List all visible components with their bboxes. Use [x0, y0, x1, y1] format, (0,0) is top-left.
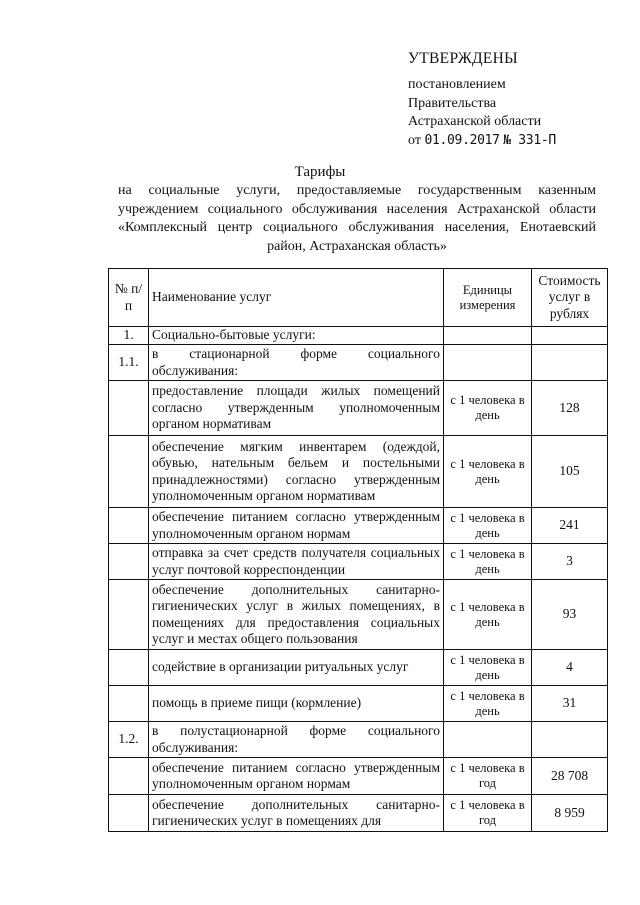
row-name: обеспечение питанием согласно утвержденным уполномоченным органом нормам — [149, 508, 444, 544]
row-price — [532, 722, 608, 758]
row-num: 1.1. — [109, 345, 149, 381]
row-num — [109, 580, 149, 650]
table-row — [109, 345, 608, 381]
row-name: обеспечение мягким инвентарем (одеждой, обувью, нательным бельем и постельными принадлежностями) согласно утвержденным уполномоченным органом нормативам — [149, 436, 444, 508]
row-unit: с 1 человека в день — [444, 686, 532, 722]
approval-line-3: Астраханской области — [408, 114, 542, 129]
row-price: 105 — [532, 436, 608, 508]
approval-number: № 331-П — [503, 132, 556, 148]
table-row — [109, 795, 608, 832]
approval-block — [408, 76, 556, 150]
table-row — [109, 381, 608, 436]
table-row — [109, 758, 608, 795]
row-price: 128 — [532, 381, 608, 436]
row-price: 93 — [532, 580, 608, 650]
row-unit: с 1 человека в день — [444, 381, 532, 436]
row-price: 28 708 — [532, 758, 608, 795]
row-unit: с 1 человека в год — [444, 795, 532, 832]
table-row — [109, 544, 608, 580]
row-num — [109, 795, 149, 832]
row-name: содействие в организации ритуальных услуг — [149, 650, 444, 686]
row-price — [532, 327, 608, 345]
row-num — [109, 650, 149, 686]
row-unit: с 1 человека в день — [444, 436, 532, 508]
header-num: № п/п — [109, 269, 149, 327]
row-price: 31 — [532, 686, 608, 722]
table-row — [109, 686, 608, 722]
row-num — [109, 686, 149, 722]
row-num — [109, 436, 149, 508]
approval-heading: УТВЕРЖДЕНЫ — [408, 50, 518, 67]
row-num — [109, 508, 149, 544]
table-row — [109, 508, 608, 544]
row-num — [109, 381, 149, 436]
header-name: Наименование услуг — [149, 269, 444, 327]
row-name: обеспечение дополнительных санитарно-гигиенических услуг в жилых помещениях, в помещениях для предоставления социальных услуг и местах общего пользования — [149, 580, 444, 650]
tariff-table — [108, 268, 608, 832]
row-price: 4 — [532, 650, 608, 686]
row-price: 3 — [532, 544, 608, 580]
date-prefix: от — [408, 132, 421, 148]
table-header-row — [109, 269, 608, 327]
approval-date-line — [408, 132, 556, 151]
row-unit — [444, 722, 532, 758]
document-title: Тарифы — [294, 164, 346, 180]
row-unit — [444, 327, 532, 345]
row-num: 1. — [109, 327, 149, 345]
approval-line-1: постановлением — [408, 77, 506, 92]
row-name: помощь в приеме пищи (кормление) — [149, 686, 444, 722]
row-price — [532, 345, 608, 381]
header-price: Стоимость услуг в рублях — [532, 269, 608, 327]
row-name: Социально-бытовые услуги: — [149, 327, 444, 345]
row-price: 241 — [532, 508, 608, 544]
table-row — [109, 650, 608, 686]
row-num: 1.2. — [109, 722, 149, 758]
row-price: 8 959 — [532, 795, 608, 832]
row-name: в полустационарной форме социального обслуживания: — [149, 722, 444, 758]
row-name: предоставление площади жилых помещений согласно утвержденным уполномоченным органом нормативам — [149, 381, 444, 436]
row-name: в стационарной форме социального обслуживания: — [149, 345, 444, 381]
approval-date: 01.09.2017 — [424, 132, 500, 148]
row-name: обеспечение питанием согласно утвержденным уполномоченным органом нормам — [149, 758, 444, 795]
approval-line-2: Правительства — [408, 95, 497, 111]
table-row — [109, 580, 608, 650]
row-unit — [444, 345, 532, 381]
header-unit: Единицы измерения — [444, 269, 532, 327]
row-unit: с 1 человека в день — [444, 580, 532, 650]
row-unit: с 1 человека в день — [444, 650, 532, 686]
document-subtitle: на социальные услуги, предоставляемые государственным казенным учреждением социального обслуживания населения Астраханской области «Комплексный центр социального обслуживания населения, Енотаевский район, Астраханская область» — [118, 183, 596, 254]
row-unit: с 1 человека в год — [444, 758, 532, 795]
table-row — [109, 327, 608, 345]
row-unit: с 1 человека в день — [444, 508, 532, 544]
table-row — [109, 436, 608, 508]
row-num — [109, 758, 149, 795]
table-row — [109, 722, 608, 758]
row-name: отправка за счет средств получателя социальных услуг почтовой корреспонденции — [149, 544, 444, 580]
row-num — [109, 544, 149, 580]
row-unit: с 1 человека в день — [444, 544, 532, 580]
row-name: обеспечение дополнительных санитарно-гигиенических услуг в помещениях для — [149, 795, 444, 832]
